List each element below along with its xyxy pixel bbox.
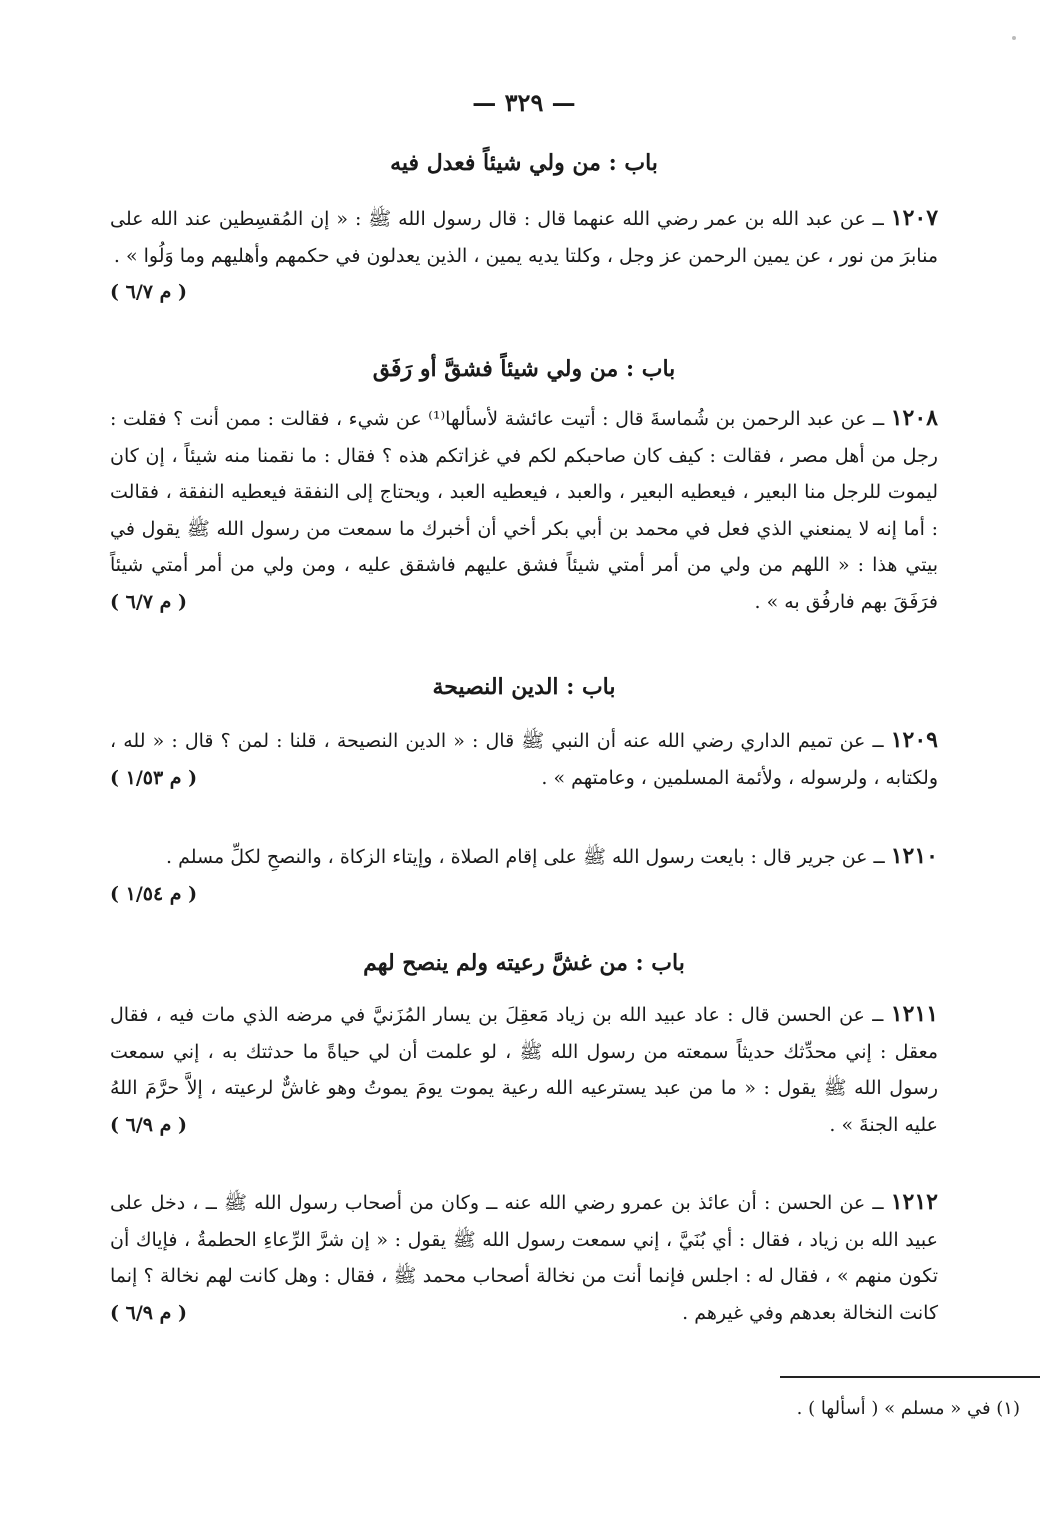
- hadith-number: ١٢١٠: [890, 843, 938, 869]
- hadith-reference: ( م ٦/٧ ): [110, 590, 187, 613]
- hadith-text: ــ عن عبد الله بن عمر رضي الله عنهما قال : قال رسول الله ﷺ : « إن المُقسِطين عند الله على منابرَ من نور ، عن يمين الرحمن عز وجل ، وكلتا يديه يمين ، الذين يعدلون في حكمهم وأهليهم وما وَلُوا » .: [110, 208, 938, 267]
- hadith-text: ــ عن تميم الداري رضي الله عنه أن النبي ﷺ قال : « الدين النصيحة ، قلنا : لمن ؟ قال : « لله ، ولكتابه ، ولرسوله ، ولأئمة المسلمين ، وعامتهم » .: [110, 730, 938, 789]
- hadith-text: ــ عن جرير قال : بايعت رسول الله ﷺ على إقام الصلاة ، وإيتاء الزكاة ، والنصحِ لكلِّ مسلم .: [166, 846, 885, 868]
- hadith-1210: [110, 838, 938, 912]
- scan-mark: [1012, 36, 1016, 40]
- hadith-number: ١٢٠٨: [890, 405, 938, 431]
- hadith-reference: ( م ٦/٧ ): [110, 281, 187, 303]
- chapter-heading: باب : الدين النصيحة: [432, 674, 616, 700]
- hadith-text: ــ عن الحسن قال : عاد عبيد الله بن زياد مَعقِلَ بن يسار المُزَنيَّ في مرضه الذي مات فيه ، فقال معقل : إني محدِّثك حديثاً سمعته من رسول الله ﷺ ، لو علمت أن لي حياةً ما حدثتك به ، إني سمعت رسول الله ﷺ يقول : « ما من عبد يسترعيه الله رعية يموت يومَ يموتُ وهو غاشٌّ لرعيته ، إلاَّ حرَّمَ اللهُ عليه الجنةَ » .: [110, 1004, 938, 1136]
- hadith-text: ــ عن الحسن : أن عائذ بن عمرو رضي الله عنه ــ وكان من أصحاب رسول الله ﷺ ــ ، دخل على عبيد الله بن زياد ، فقال : أي بُنَيَّ ، إني سمعت رسول الله ﷺ يقول : « إن شرَّ الرِّعاءِ الحطمةُ ، فإياك أن تكون منهم » ، فقال له : اجلس فإنما أنت من نخالة أصحاب محمد ﷺ ، فقال : وهل كانت لهم نخالة ؟ إنما كانت النخالة بعدهم وفي غيرهم .: [110, 1192, 938, 1324]
- hadith-reference: ( م ١/٥٣ ): [110, 766, 198, 789]
- hadith-1212: [110, 1184, 938, 1331]
- hadith-reference: ( م ٦/٩ ): [110, 1113, 187, 1136]
- hadith-text: ــ عن عبد الرحمن بن شُماسةَ قال : أتيت عائشة لأسألها⁽¹⁾ عن شيء ، فقالت : ممن أنت ؟ فقلت : رجل من أهل مصر ، فقالت : كيف كان صاحبكم لكم في غزاتكم هذه ؟ فقال : ما نقمنا منه شيئاً ، إن كان ليموت للرجل منا البعير ، فيعطيه البعير ، والعبد ، فيعطيه العبد ، ويحتاج إلى النفقة فيعطيه النفقة ، فقالت : أما إنه لا يمنعني الذي فعل في محمد بن أبي بكر أخي أن أخبرك ما سمعت من رسول الله ﷺ يقول في بيتي هذا : « اللهم من ولي من أمر أمتي شيئاً فشق عليهم فاشقق عليه ، ومن ولي من أمر أمتي شيئاً فرَفَقَ بهم فارفُق به » .: [110, 408, 938, 613]
- hadith-reference: ( م ١/٥٤ ): [110, 882, 198, 905]
- hadith-number: ١٢٠٩: [890, 727, 938, 753]
- footnote-divider: [780, 1376, 1040, 1378]
- hadith-reference: ( م ٦/٩ ): [110, 1301, 187, 1324]
- page-number: — ٣٢٩ —: [472, 88, 576, 117]
- hadith-number: ١٢١١: [890, 1001, 939, 1027]
- chapter-heading: باب : من ولي شيئاً فشقَّ أو رَفَق: [372, 356, 676, 382]
- hadith-1208: [110, 400, 938, 620]
- chapter-heading: باب : من ولي شيئاً فعدل فيه: [390, 150, 658, 176]
- footnote: (١) في « مسلم » ( أسألها ) .: [796, 1398, 1020, 1419]
- hadith-1209: [110, 722, 938, 796]
- hadith-1211: [110, 996, 938, 1143]
- hadith-1207: [110, 200, 938, 311]
- hadith-number: ١٢١٢: [890, 1189, 938, 1215]
- chapter-heading: باب : من غشَّ رعيته ولم ينصح لهم: [363, 950, 685, 976]
- hadith-number: ١٢٠٧: [890, 205, 939, 231]
